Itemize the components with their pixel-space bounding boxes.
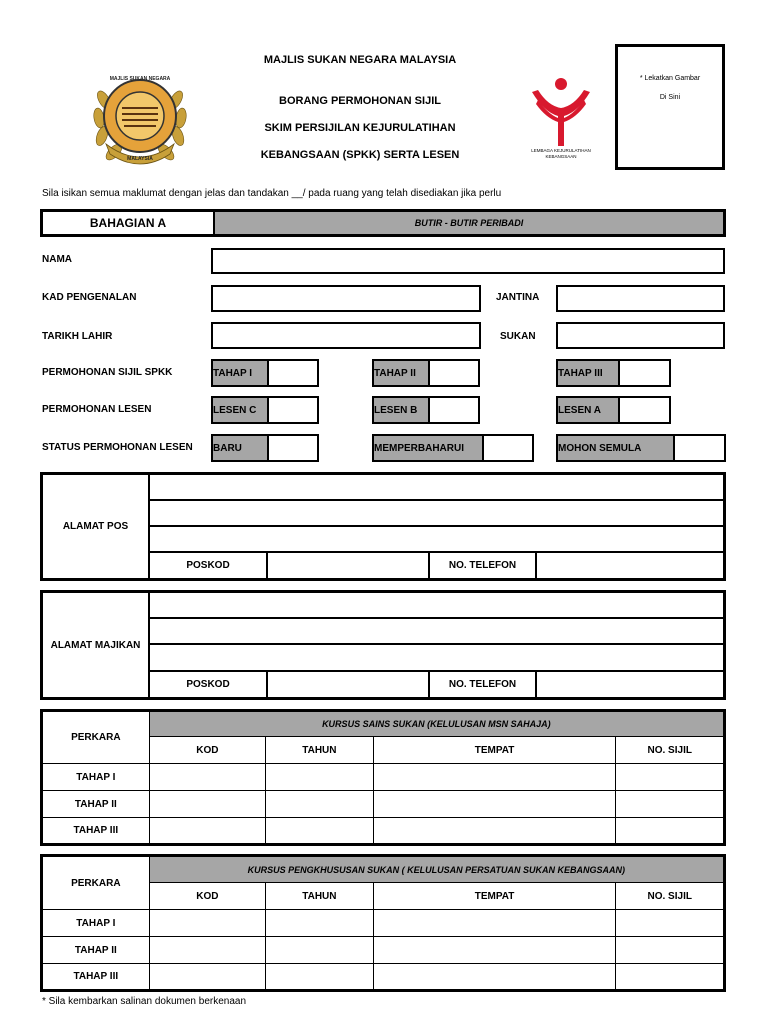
lkk-logo [528,76,594,148]
section-a-title: BUTIR - BUTIR PERIBADI [215,212,723,234]
t1-row-tahap2: TAHAP II [42,791,150,818]
nama-label: NAMA [42,254,72,265]
t2-col-kod: KOD [149,883,265,910]
mohon-semula-option[interactable] [556,434,726,462]
tahap2-label: TAHAP II [374,361,430,385]
t2-row-tahap2: TAHAP II [42,937,150,964]
instruction-text: Sila isikan semua maklumat dengan jelas dan tandakan __/ pada ruang yang telah disediakan jika perlu [42,188,502,199]
table-cell[interactable] [149,910,265,937]
table-cell[interactable] [149,937,265,964]
photo-box[interactable] [615,44,725,170]
form-title-1: BORANG PERMOHONAN SIJIL [279,95,441,107]
t1-row-tahap1: TAHAP I [42,764,150,791]
baru-label: BARU [213,436,269,460]
table-cell[interactable] [616,937,725,964]
alamat-pos-label: ALAMAT POS [43,475,150,578]
table-cell[interactable] [373,910,616,937]
photo-text-1: * Lekatkan Gambar [639,75,701,82]
alamat-majikan-label: ALAMAT MAJIKAN [43,593,150,697]
jantina-field[interactable] [556,285,725,312]
tahap2-option[interactable] [372,359,480,387]
alamat-majikan-telefon-field[interactable] [537,672,723,697]
memperbaharui-option[interactable] [372,434,534,462]
table-cell[interactable] [149,791,265,818]
alamat-majikan-block [40,590,726,700]
tahap1-option[interactable] [211,359,319,387]
org-name: MAJLIS SUKAN NEGARA MALAYSIA [263,54,457,66]
crest-text-bottom: MALAYSIA [127,156,153,162]
table-cell[interactable] [149,818,265,845]
sukan-label: SUKAN [500,331,536,342]
t2-col-tempat: TEMPAT [373,883,616,910]
alamat-majikan-line-3[interactable] [150,645,723,672]
table-cell[interactable] [373,791,616,818]
alamat-pos-block [40,472,726,581]
lesen-a-label: LESEN A [558,398,620,422]
t1-row-tahap3: TAHAP III [42,818,150,845]
t2-col-tahun: TAHUN [266,883,374,910]
alamat-pos-telefon-field[interactable] [537,553,723,578]
table-cell[interactable] [149,764,265,791]
alamat-pos-poskod-field[interactable] [268,553,430,578]
alamat-pos-line-3[interactable] [150,527,723,553]
t2-perkara-header: PERKARA [42,856,150,910]
alamat-majikan-telefon-label: NO. TELEFON [430,672,537,697]
memperbaharui-label: MEMPERBAHARUI [374,436,484,460]
table-cell[interactable] [616,764,725,791]
jantina-label: JANTINA [496,292,540,303]
t1-perkara-header: PERKARA [42,711,150,764]
sukan-field[interactable] [556,322,725,349]
alamat-pos-telefon-label: NO. TELEFON [430,553,537,578]
lesen-a-option[interactable] [556,396,671,424]
msn-crest-logo [92,70,188,170]
alamat-majikan-poskod-field[interactable] [268,672,430,697]
t1-title: KURSUS SAINS SUKAN (KELULUSAN MSN SAHAJA) [149,711,724,737]
table-cell[interactable] [373,818,616,845]
crest-text-top: MAJLIS SUKAN NEGARA [109,76,171,82]
table-cell[interactable] [266,764,374,791]
table-cell[interactable] [266,910,374,937]
kad-field[interactable] [211,285,481,312]
t2-row-tahap1: TAHAP I [42,910,150,937]
section-a-header [40,209,726,237]
kad-label: KAD PENGENALAN [42,292,137,303]
lesen-b-label: LESEN B [374,398,430,422]
alamat-pos-line-1[interactable] [150,475,723,501]
form-title-3: KEBANGSAAN (SPKK) SERTA LESEN [260,149,460,161]
table-cell[interactable] [616,791,725,818]
t2-col-nosijil: NO. SIJIL [616,883,725,910]
t1-col-tempat: TEMPAT [373,737,616,764]
table-cell[interactable] [373,937,616,964]
lesen-label: PERMOHONAN LESEN [42,404,152,415]
table-cell[interactable] [266,937,374,964]
table-cell[interactable] [266,964,374,991]
t1-col-tahun: TAHUN [266,737,374,764]
sijil-label: PERMOHONAN SIJIL SPKK [42,367,173,378]
alamat-pos-poskod-label: POSKOD [150,553,268,578]
footer-note: * Sila kembarkan salinan dokumen berkenaan [42,996,247,1007]
table-cell[interactable] [266,818,374,845]
tahap3-option[interactable] [556,359,671,387]
baru-option[interactable] [211,434,319,462]
section-a-label: BAHAGIAN A [43,212,215,234]
lkk-text-1: LEMBAGA KEJURULATIHAN [531,148,591,153]
tarikh-label: TARIKH LAHIR [42,331,113,342]
photo-text-2: Di Sini [659,94,681,101]
alamat-pos-line-2[interactable] [150,501,723,527]
table-cell[interactable] [373,764,616,791]
lesen-b-option[interactable] [372,396,480,424]
alamat-majikan-line-1[interactable] [150,593,723,619]
table-cell[interactable] [266,791,374,818]
tarikh-field[interactable] [211,322,481,349]
table-cell[interactable] [616,964,725,991]
t2-title: KURSUS PENGKHUSUSAN SUKAN ( KELULUSAN PERSATUAN SUKAN KEBANGSAAN) [149,856,724,883]
table-cell[interactable] [373,964,616,991]
tahap3-label: TAHAP III [558,361,620,385]
table-cell[interactable] [616,910,725,937]
lesen-c-option[interactable] [211,396,319,424]
kursus-sains-table [40,709,726,846]
alamat-majikan-poskod-label: POSKOD [150,672,268,697]
t2-row-tahap3: TAHAP III [42,964,150,991]
kursus-pengkhususan-table [40,854,726,992]
table-cell[interactable] [149,964,265,991]
table-cell[interactable] [616,818,725,845]
status-label: STATUS PERMOHONAN LESEN [42,442,193,453]
alamat-majikan-line-2[interactable] [150,619,723,645]
t1-col-nosijil: NO. SIJIL [616,737,725,764]
t1-col-kod: KOD [149,737,265,764]
lkk-text-2: KEBANGSAAN [545,154,577,159]
tahap1-label: TAHAP I [213,361,269,385]
form-title-2: SKIM PERSIJILAN KEJURULATIHAN [264,122,456,134]
lesen-c-label: LESEN C [213,398,269,422]
nama-field[interactable] [211,248,725,274]
mohon-semula-label: MOHON SEMULA [558,436,675,460]
